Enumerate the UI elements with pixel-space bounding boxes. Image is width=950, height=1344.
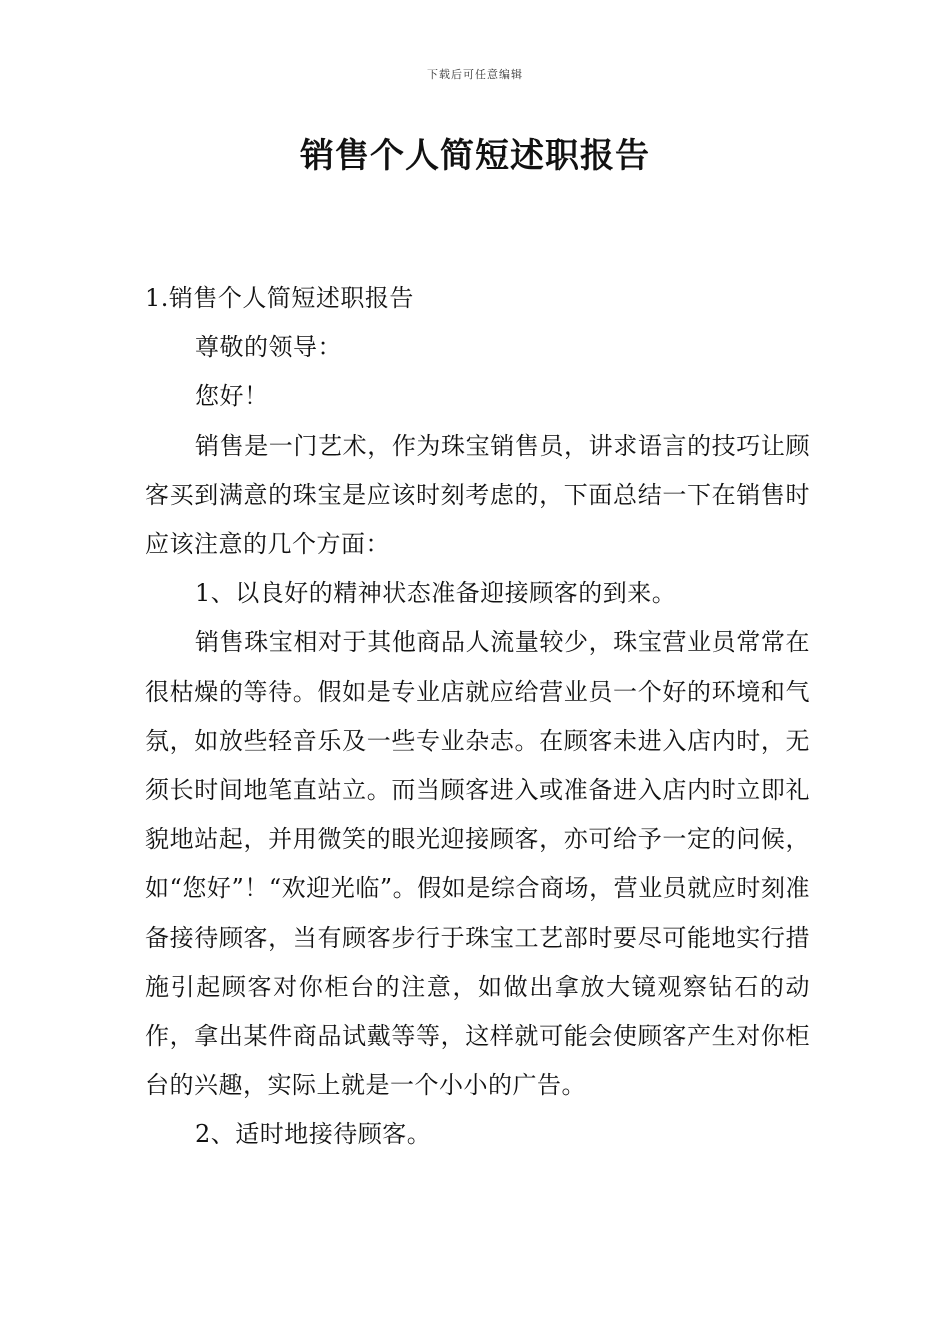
paragraph-intro: 销售是一门艺术，作为珠宝销售员，讲求语言的技巧让顾客买到满意的珠宝是应该时刻考虑的，下面总结一下在销售时应该注意的几个方面：: [145, 431, 810, 559]
paragraph-point-2: 2、适时地接待顾客。: [195, 1120, 432, 1149]
paragraph-point-1-detail: 销售珠宝相对于其他商品人流量较少，珠宝营业员常常在很枯燥的等待。假如是专业店就应给营业员一个好的环境和气氛，如放些轻音乐及一些专业杂志。在顾客未进入店内时，无须长时间地笔直站立。而当顾客进入或准备进入店内时立即礼貌地站起，并用微笑的眼光迎接顾客，亦可给予一定的问候，如“您好”！“欢迎光临”。假如是综合商场，营业员就应时刻准备接待顾客，当有顾客步行于珠宝工艺部时要尽可能地实行措施引起顾客对你柜台的注意，如做出拿放大镜观察钻石的动作，拿出某件商品试戴等等，这样就可能会使顾客产生对你柜台的兴趣，实际上就是一个小小的广告。: [145, 628, 810, 1100]
section-heading: 1.销售个人简短述职报告: [145, 284, 414, 312]
header-note: 下载后可任意编辑: [427, 68, 523, 81]
greeting: 您好！: [195, 382, 269, 411]
document-title: 销售个人简短述职报告: [300, 136, 650, 176]
paragraph-point-1: 1、以良好的精神状态准备迎接顾客的到来。: [195, 579, 677, 608]
salutation: 尊敬的领导：: [195, 333, 342, 362]
document-body: [145, 274, 810, 1160]
